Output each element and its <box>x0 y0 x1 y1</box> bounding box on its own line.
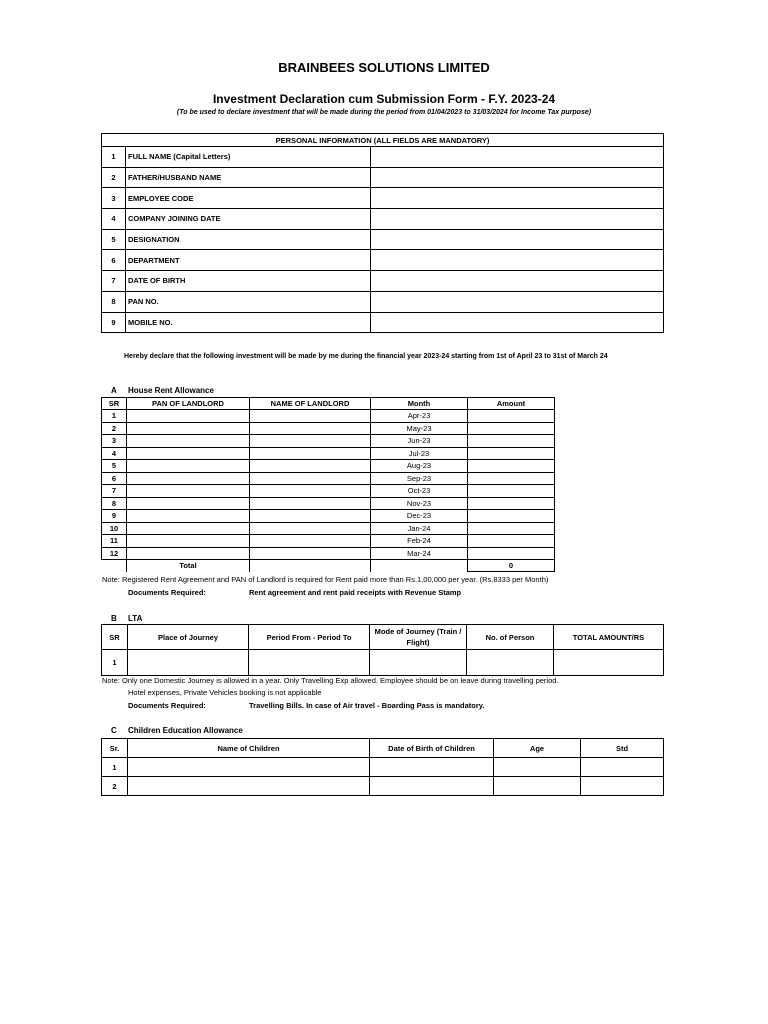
personal-info-row <box>102 271 664 292</box>
personal-info-value-field[interactable] <box>371 147 664 168</box>
hra-row <box>102 497 555 510</box>
cea-header-dob: Date of Birth of Children <box>370 739 494 758</box>
lta-total-field[interactable] <box>554 650 664 676</box>
declaration-text: Hereby declare that the following investment will be made by me during the financial year 2023-24 starting from 1st of April 23 to 31st of March 24 <box>124 353 608 360</box>
hra-month: Dec-23 <box>371 510 468 523</box>
hra-landlord-field[interactable] <box>250 510 371 523</box>
cea-header-name: Name of Children <box>128 739 370 758</box>
personal-info-value-field[interactable] <box>371 291 664 312</box>
hra-pan-field[interactable] <box>127 435 250 448</box>
hra-amount-field[interactable] <box>468 485 555 498</box>
hra-month: Mar-24 <box>371 547 468 560</box>
personal-info-value-field[interactable] <box>371 271 664 292</box>
hra-month: Sep-23 <box>371 472 468 485</box>
hra-landlord-field[interactable] <box>250 410 371 423</box>
personal-info-row <box>102 188 664 209</box>
hra-month: Jan-24 <box>371 522 468 535</box>
hra-row <box>102 435 555 448</box>
hra-landlord-field[interactable] <box>250 535 371 548</box>
lta-header-mode: Mode of Journey (Train / Flight) <box>370 625 467 650</box>
hra-pan-field[interactable] <box>127 447 250 460</box>
lta-row <box>102 650 664 676</box>
hra-sr: 8 <box>102 497 127 510</box>
personal-info-label: EMPLOYEE CODE <box>126 188 371 209</box>
hra-month: Nov-23 <box>371 497 468 510</box>
hra-sr: 4 <box>102 447 127 460</box>
hra-pan-field[interactable] <box>127 410 250 423</box>
lta-header-period: Period From - Period To <box>249 625 370 650</box>
personal-info-label: FATHER/HUSBAND NAME <box>126 167 371 188</box>
hra-sr: 11 <box>102 535 127 548</box>
hra-header-pan: PAN OF LANDLORD <box>127 398 250 410</box>
lta-header-place: Place of Journey <box>128 625 249 650</box>
hra-landlord-field[interactable] <box>250 497 371 510</box>
cea-name-field[interactable] <box>128 758 370 777</box>
personal-info-sr: 2 <box>102 167 126 188</box>
hra-pan-field[interactable] <box>127 535 250 548</box>
hra-landlord-field[interactable] <box>250 485 371 498</box>
hra-sr: 1 <box>102 410 127 423</box>
hra-pan-field[interactable] <box>127 422 250 435</box>
cea-table <box>101 738 664 796</box>
personal-info-row <box>102 209 664 230</box>
hra-sr: 9 <box>102 510 127 523</box>
hra-amount-field[interactable] <box>468 547 555 560</box>
lta-header-total: TOTAL AMOUNT/RS <box>554 625 664 650</box>
hra-pan-field[interactable] <box>127 510 250 523</box>
lta-note2: Hotel expenses, Private Vehicles booking is not applicable <box>128 688 322 697</box>
lta-docs-label: Documents Required: <box>128 701 206 710</box>
hra-row <box>102 460 555 473</box>
cea-std-field[interactable] <box>581 777 664 796</box>
hra-row <box>102 410 555 423</box>
hra-amount-field[interactable] <box>468 447 555 460</box>
personal-info-sr: 6 <box>102 250 126 271</box>
hra-row <box>102 422 555 435</box>
lta-header-sr: SR <box>102 625 128 650</box>
cea-age-field[interactable] <box>494 758 581 777</box>
hra-amount-field[interactable] <box>468 510 555 523</box>
hra-header-month: Month <box>371 398 468 410</box>
cea-std-field[interactable] <box>581 758 664 777</box>
hra-month: Oct-23 <box>371 485 468 498</box>
personal-info-label: DESIGNATION <box>126 229 371 250</box>
company-name: BRAINBEES SOLUTIONS LIMITED <box>278 60 490 75</box>
hra-header-sr: SR <box>102 398 127 410</box>
hra-row <box>102 535 555 548</box>
hra-total-empty2 <box>371 560 468 572</box>
hra-amount-field[interactable] <box>468 472 555 485</box>
personal-info-value-field[interactable] <box>371 167 664 188</box>
personal-info-table <box>101 133 664 333</box>
hra-month: May-23 <box>371 422 468 435</box>
section-c-title: Children Education Allowance <box>128 726 243 735</box>
cea-row <box>102 777 664 796</box>
hra-pan-field[interactable] <box>127 497 250 510</box>
hra-landlord-field[interactable] <box>250 422 371 435</box>
personal-info-value-field[interactable] <box>371 229 664 250</box>
hra-sr: 5 <box>102 460 127 473</box>
hra-landlord-field[interactable] <box>250 522 371 535</box>
hra-docs-label: Documents Required: <box>128 588 206 597</box>
hra-row <box>102 547 555 560</box>
hra-amount-field[interactable] <box>468 410 555 423</box>
hra-sr: 3 <box>102 435 127 448</box>
hra-sr: 10 <box>102 522 127 535</box>
cea-row <box>102 758 664 777</box>
cea-header-std: Std <box>581 739 664 758</box>
cea-age-field[interactable] <box>494 777 581 796</box>
cea-dob-field[interactable] <box>370 777 494 796</box>
lta-docs-value: Travelling Bills. In case of Air travel - Boarding Pass is mandatory. <box>249 701 485 710</box>
personal-info-row <box>102 229 664 250</box>
hra-month: Feb-24 <box>371 535 468 548</box>
lta-table <box>101 624 664 676</box>
cea-sr: 2 <box>102 777 128 796</box>
personal-info-label: DATE OF BIRTH <box>126 271 371 292</box>
hra-month: Jun-23 <box>371 435 468 448</box>
personal-info-value-field[interactable] <box>371 312 664 333</box>
hra-pan-field[interactable] <box>127 485 250 498</box>
personal-info-sr: 8 <box>102 291 126 312</box>
cea-header-sr: Sr. <box>102 739 128 758</box>
lta-header-persons: No. of Person <box>467 625 554 650</box>
hra-landlord-field[interactable] <box>250 447 371 460</box>
personal-info-sr: 7 <box>102 271 126 292</box>
personal-info-value-field[interactable] <box>371 250 664 271</box>
hra-header-name: NAME OF LANDLORD <box>250 398 371 410</box>
hra-note: Note: Registered Rent Agreement and PAN of Landlord is required for Rent paid more than Rs.1,00,000 per year. (Rs.8333 per Month) <box>102 575 549 584</box>
cea-header-age: Age <box>494 739 581 758</box>
section-c-letter: C <box>111 726 117 735</box>
form-title: Investment Declaration cum Submission Form - F.Y. 2023-24 <box>212 92 556 106</box>
hra-amount-field[interactable] <box>468 497 555 510</box>
personal-info-value-field[interactable] <box>371 209 664 230</box>
hra-landlord-field[interactable] <box>250 460 371 473</box>
personal-info-row <box>102 167 664 188</box>
personal-info-label: FULL NAME (Capital Letters) <box>126 147 371 168</box>
personal-info-sr: 4 <box>102 209 126 230</box>
hra-landlord-field[interactable] <box>250 435 371 448</box>
personal-info-sr: 1 <box>102 147 126 168</box>
personal-info-label: PAN NO. <box>126 291 371 312</box>
personal-info-row <box>102 147 664 168</box>
personal-info-value-field[interactable] <box>371 188 664 209</box>
hra-row <box>102 522 555 535</box>
cea-name-field[interactable] <box>128 777 370 796</box>
hra-total-value: 0 <box>468 560 555 572</box>
personal-info-row <box>102 250 664 271</box>
hra-landlord-field[interactable] <box>250 547 371 560</box>
hra-amount-field[interactable] <box>468 522 555 535</box>
lta-place-field[interactable] <box>128 650 249 676</box>
hra-amount-field[interactable] <box>468 460 555 473</box>
hra-amount-field[interactable] <box>468 535 555 548</box>
cea-sr: 1 <box>102 758 128 777</box>
section-a-title: House Rent Allowance <box>128 386 214 395</box>
hra-sr: 7 <box>102 485 127 498</box>
personal-info-row <box>102 312 664 333</box>
hra-amount-field[interactable] <box>468 422 555 435</box>
hra-sr: 6 <box>102 472 127 485</box>
lta-sr: 1 <box>102 650 128 676</box>
hra-month: Aug-23 <box>371 460 468 473</box>
lta-persons-field[interactable] <box>467 650 554 676</box>
hra-docs-value: Rent agreement and rent paid receipts with Revenue Stamp <box>249 588 462 597</box>
hra-total-empty <box>250 560 371 572</box>
hra-table <box>101 397 555 572</box>
personal-info-label: DEPARTMENT <box>126 250 371 271</box>
section-b-letter: B <box>111 614 117 623</box>
hra-amount-field[interactable] <box>468 435 555 448</box>
lta-period-field[interactable] <box>249 650 370 676</box>
personal-info-sr: 3 <box>102 188 126 209</box>
hra-month: Jul-23 <box>371 447 468 460</box>
lta-note: Note: Only one Domestic Journey is allowed in a year. Only Travelling Exp allowed. Employee should be on leave during travelling period. <box>102 676 559 685</box>
personal-info-row <box>102 291 664 312</box>
hra-sr: 2 <box>102 422 127 435</box>
hra-total-spacer <box>102 560 127 572</box>
hra-row <box>102 447 555 460</box>
personal-info-sr: 9 <box>102 312 126 333</box>
hra-row <box>102 510 555 523</box>
hra-pan-field[interactable] <box>127 522 250 535</box>
section-a-letter: A <box>111 386 117 395</box>
hra-row <box>102 485 555 498</box>
hra-pan-field[interactable] <box>127 460 250 473</box>
hra-row <box>102 472 555 485</box>
cea-dob-field[interactable] <box>370 758 494 777</box>
personal-info-heading: PERSONAL INFORMATION (ALL FIELDS ARE MANDATORY) <box>102 134 664 147</box>
hra-sr: 12 <box>102 547 127 560</box>
lta-mode-field[interactable] <box>370 650 467 676</box>
form-subtitle: (To be used to declare investment that will be made during the period from 01/04/2023 to 31/03/2024 for Income Tax purpose) <box>176 109 592 116</box>
personal-info-label: MOBILE NO. <box>126 312 371 333</box>
hra-total-label: Total <box>127 560 250 572</box>
hra-pan-field[interactable] <box>127 472 250 485</box>
personal-info-sr: 5 <box>102 229 126 250</box>
hra-pan-field[interactable] <box>127 547 250 560</box>
section-b-title: LTA <box>128 614 143 623</box>
hra-landlord-field[interactable] <box>250 472 371 485</box>
hra-header-amount: Amount <box>468 398 555 410</box>
personal-info-label: COMPANY JOINING DATE <box>126 209 371 230</box>
hra-month: Apr-23 <box>371 410 468 423</box>
